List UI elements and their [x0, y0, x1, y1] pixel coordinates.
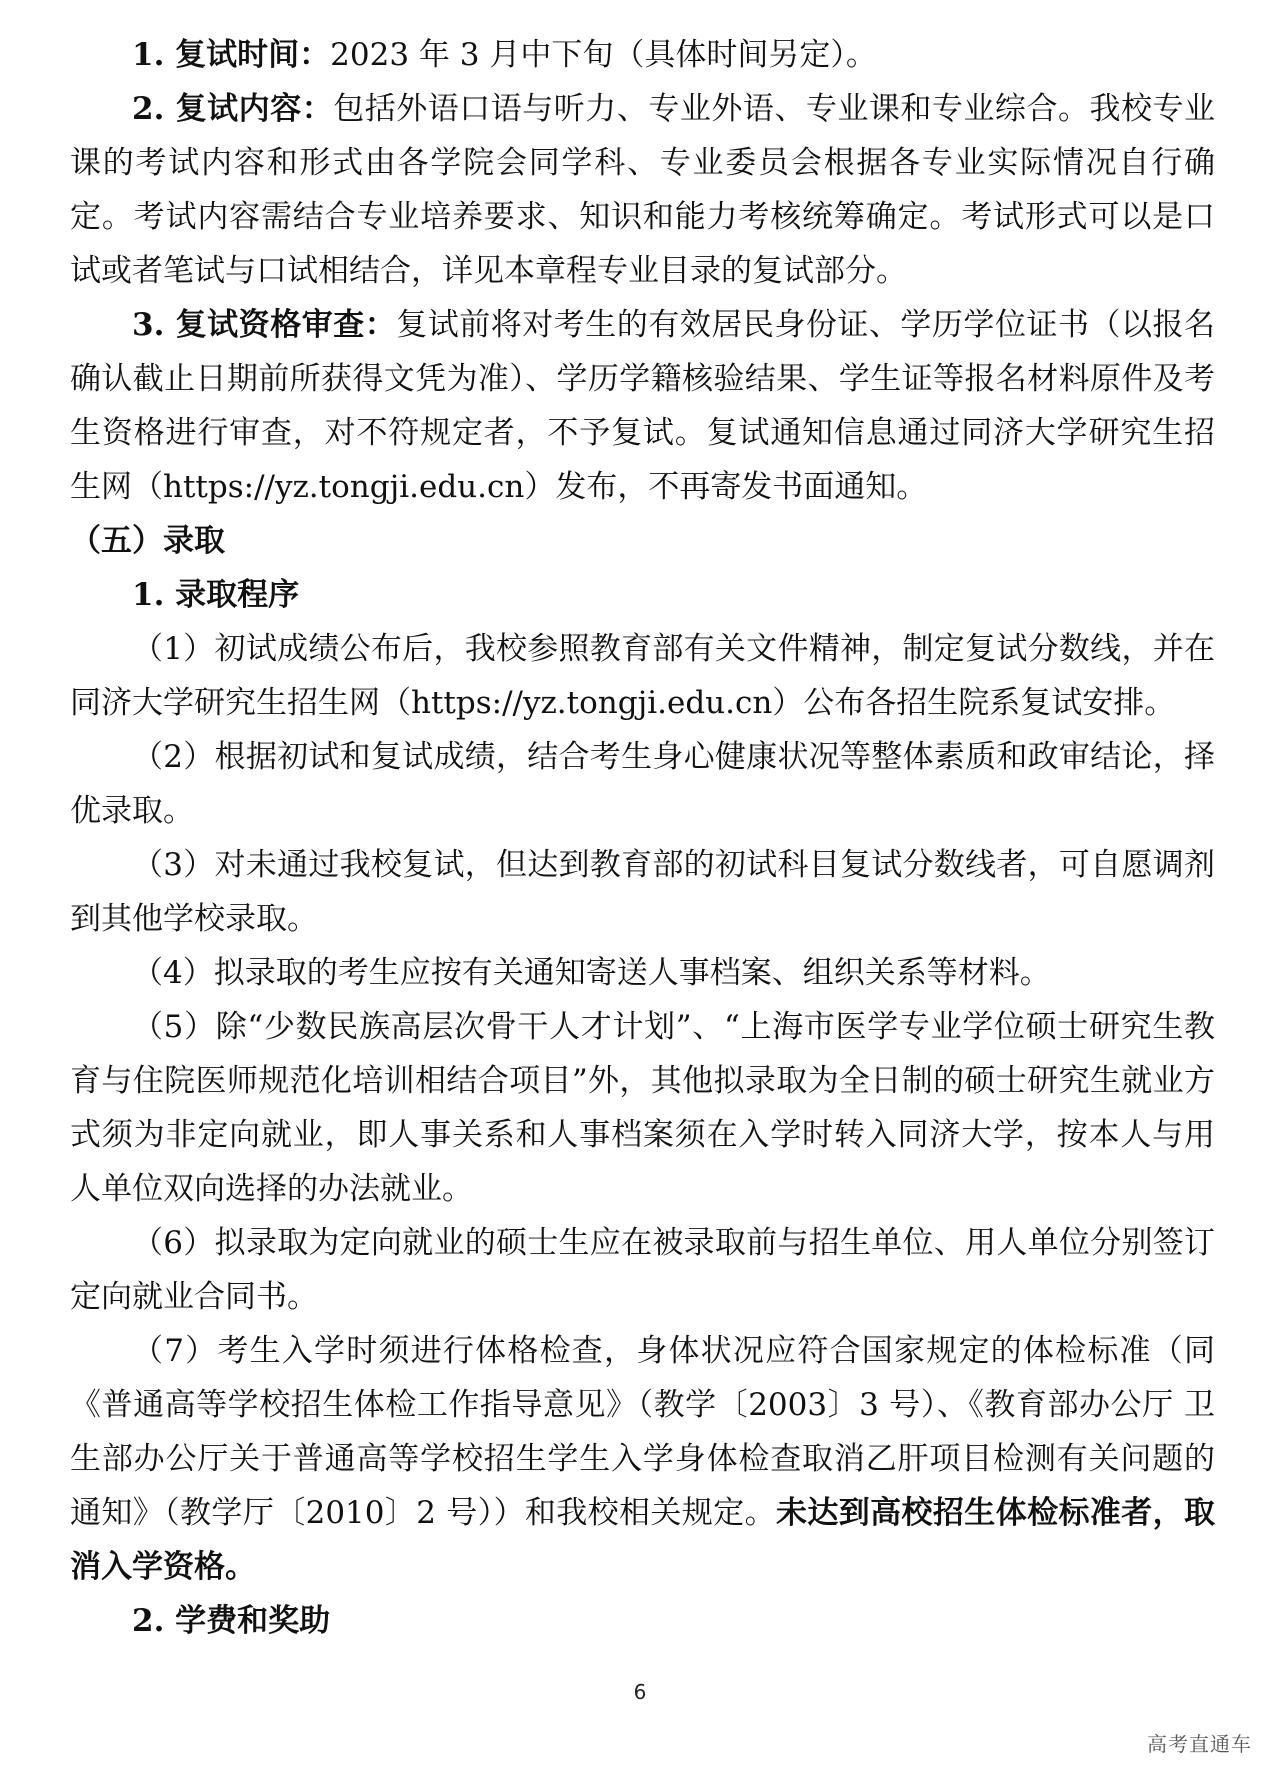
admission-item-7-text: （7）考生入学时须进行体格检查，身体状况应符合国家规定的体检标准（同《普通高等学校招生体检工作指导意见》（教学〔2003〕3 号）、《教育部办公厅 卫生部办公厅关于普通高等学校招生学生入学身体检查取消乙肝项目检测有关问题的通知》（教学厅〔2010〕2 号））和我校相关规定。: [70, 1333, 1215, 1531]
admission-item-6: （6）拟录取为定向就业的硕士生应在被录取前与招生单位、用人单位分别签订定向就业合同书。: [70, 1225, 1215, 1315]
retest-content-text: 包括外语口语与听力、专业外语、专业课和专业综合。我校专业课的考试内容和形式由各学院会同学科、专业委员会根据各专业实际情况自行确定。考试内容需结合专业培养要求、知识和能力考核统筹确定。考试形式可以是口试或者笔试与口试相结合，详见本章程专业目录的复试部分。: [70, 91, 1215, 289]
admission-item-7: [70, 1324, 1215, 1594]
retest-time-paragraph: [70, 28, 1215, 82]
page-number: 6: [633, 1680, 647, 1704]
retest-qualification-text: 复试前将对考生的有效居民身份证、学历学位证书（以报名确认截止日期前所获得文凭为准）、学历学籍核验结果、学生证等报名材料原件及考生资格进行审查，对不符规定者，不予复试。复试通知信息通过同济大学研究生招生网（https://yz.tongji.edu.cn）发布，不再寄发书面通知。: [70, 307, 1216, 505]
admission-item-4: （4）拟录取的考生应按有关通知寄送人事档案、组织关系等材料。: [132, 955, 1051, 991]
watermark: 高考直通车: [1147, 1732, 1252, 1756]
admission-item-1: （1）初试成绩公布后，我校参照教育部有关文件精神，制定复试分数线，并在同济大学研究生招生网（https://yz.tongji.edu.cn）公布各招生院系复试安排。: [70, 631, 1215, 721]
section-five-heading: （五）录取: [70, 523, 225, 559]
retest-content-paragraph: [70, 82, 1215, 298]
admission-procedure-heading: 1. 录取程序: [132, 577, 300, 613]
tuition-heading: 2. 学费和奖助: [132, 1603, 331, 1639]
admission-item-7-bold-warning: 未达到高校招生体检标准者，取消入学资格。: [70, 1495, 1216, 1585]
document-body: [70, 28, 1215, 1648]
retest-time-text: 2023 年 3 月中下旬（具体时间另定）。: [330, 37, 877, 73]
retest-qualification-paragraph: [70, 298, 1215, 514]
retest-qualification-label: 3. 复试资格审查：: [132, 307, 397, 343]
admission-item-3: （3）对未通过我校复试，但达到教育部的初试科目复试分数线者，可自愿调剂到其他学校录取。: [70, 847, 1215, 937]
admission-item-2: （2）根据初试和复试成绩，结合考生身心健康状况等整体素质和政审结论，择优录取。: [70, 739, 1215, 829]
retest-content-label: 2. 复试内容：: [132, 91, 334, 127]
admission-item-5: （5）除“少数民族高层次骨干人才计划”、“上海市医学专业学位硕士研究生教育与住院医师规范化培训相结合项目”外，其他拟录取为全日制的硕士研究生就业方式须为非定向就业，即人事关系和人事档案须在入学时转入同济大学，按本人与用人单位双向选择的办法就业。: [70, 1009, 1215, 1207]
retest-time-label: 1. 复试时间：: [132, 37, 331, 73]
